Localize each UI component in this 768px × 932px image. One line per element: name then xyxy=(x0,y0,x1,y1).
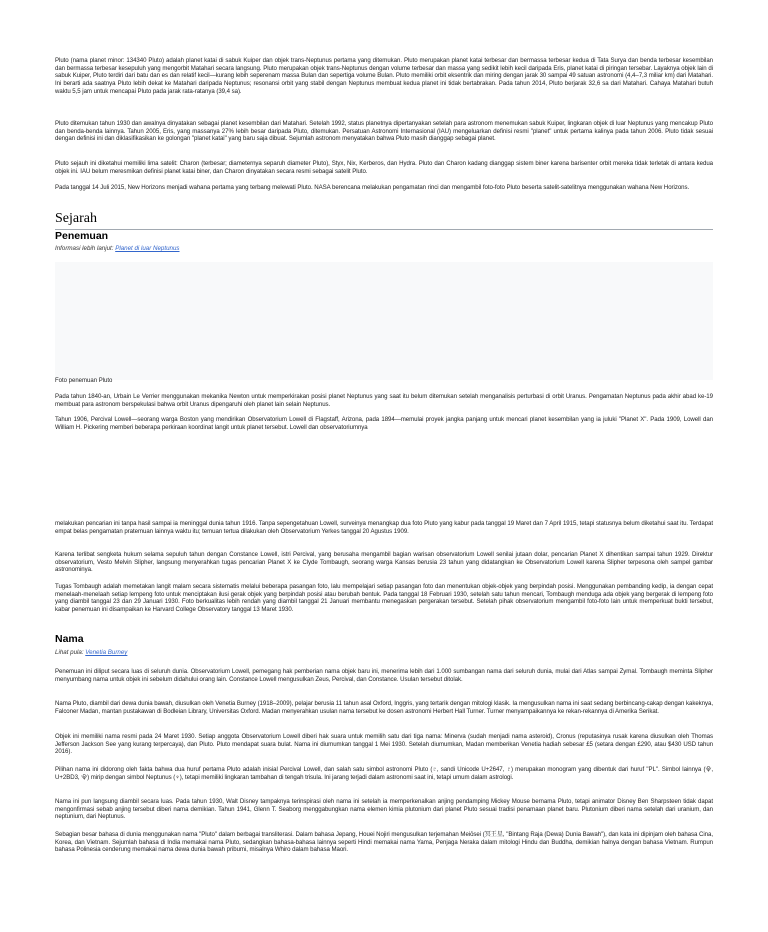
discovery-paragraph-3: melakukan pencarian ini tanpa hasil sampai ia meninggal dunia tahun 1916. Tanpa sepengetahuan Lowell, surveinya menangkap dua foto Pluto yang kabur pada tanggal 19 Maret dan 7 April 1915, tetapi statusnya belum diketahui saat itu. Terdapat empat belas pengamatan pratemuan lainnya waktu itu; temuan tertua dilakukan oleh Observatorium Yerkes tanggal 20 Agustus 1909. xyxy=(55,520,713,535)
subsection-heading-name: Nama xyxy=(55,633,84,645)
discovery-paragraph-5: Tugas Tombaugh adalah memetakan langit malam secara sistematis melalui beberapa pasangan foto, lalu mempelajari setiap pasangan foto dan menentukan objek-objek yang berpindah posisi. Menggunakan pembanding kedip, ia dengan cepat menelaah-menelaah setiap lempeng foto untuk menciptakan ilusi gerak objek yang berpindah posisi atau berubah bentuk. Pada tanggal 18 Februari 1930, setelah satu tahun mencari, Tombaugh menduga ada objek yang bergerak di lempeng foto yang diambil tanggal 23 dan 29 Januari 1930. Foto berkualitas lebih rendah yang diambil tanggal 21 Januari membantu menegaskan pergerakan tersebut. Setelah pihak observatorium mengambil foto-foto lain untuk memperkuat bukti tersebut, kabar penemuan ini disampaikan ke Harvard College Observatory tanggal 13 Maret 1930. xyxy=(55,583,713,614)
hatnote-prefix: Lihat pula: xyxy=(55,649,86,656)
discovery-photo-caption: Foto penemuan Pluto xyxy=(55,378,113,384)
name-paragraph-6: Sebagian besar bahasa di dunia menggunakan nama "Pluto" dalam berbagai transliterasi. Dalam bahasa Jepang, Houei Nojiri mengusulkan terjemahan Meiōsei (冥王星, "Bintang Raja (Dewa) Dunia Bawah"), dan kata ini dipinjam oleh bahasa Cina, Korea, dan Vietnam. Sejumlah bahasa di India memakai nama Pluto, sedangkan bahasa-bahasa lainnya seperti Hindi memakai nama Yama, Penjaga Neraka dalam mitologi Hindu dan Buddha, demikian halnya dengan bahasa Vietnam. Rumpun bahasa Polinesia cenderung memakai nama dewa dunia bawah pribumi, misalnya Whiro dalam bahasa Maori. xyxy=(55,831,713,854)
discovery-paragraph-2: Tahun 1906, Percival Lowell—seorang warga Boston yang mendirikan Observatorium Lowell di Flagstaff, Arizona, pada 1894—memulai proyek jangka panjang untuk mencari planet kesembilan yang ia juluki "Planet X". Pada 1909, Lowell dan William H. Pickering memberi beberapa perkiraan koordinat langit untuk planet tersebut. Lowell dan observatoriumnya xyxy=(55,416,713,431)
discovery-paragraph-1: Pada tahun 1840-an, Urbain Le Verrier menggunakan mekanika Newton untuk memperkirakan posisi planet Neptunus yang saat itu belum ditemukan setelah menganalisis perturbasi di orbit Uranus. Pengamatan Neptunus pada akhir abad ke-19 membuat para astronom berspekulasi bahwa orbit Uranus dipengaruhi oleh planet lain selain Neptunus. xyxy=(55,393,713,408)
subsection-heading-discovery: Penemuan xyxy=(55,230,109,242)
intro-paragraph-2: Pluto ditemukan tahun 1930 dan awalnya dinyatakan sebagai planet kesembilan dari Matahari. Setelah 1992, status planetnya dipertanyakan setelah para astronom menemukan sabuk Kuiper, lingkaran objek di luar Neptunus yang mencakup Pluto dan benda-benda lainnya. Tahun 2005, Eris, yang massanya 27% lebih besar daripada Pluto, ditemukan. Persatuan Astronomi Internasional (IAU) mengeluarkan definisi resmi "planet" untuk pertama kalinya pada tahun 2006. Pluto tidak sesuai dengan definisi ini dan diklasifikasikan ke golongan "planet katai" yang baru saja dibuat. Sejumlah astronom menyatakan bahwa Pluto masih dianggap sebagai planet. xyxy=(55,120,713,143)
hatnote-link-planet-beyond-neptune[interactable]: Planet di luar Neptunus xyxy=(115,245,180,252)
name-paragraph-1: Penemuan ini diliput secara luas di seluruh dunia. Observatorium Lowell, pemegang hak pemberian nama objek baru ini, menerima lebih dari 1.000 sumbangan nama dari seluruh dunia, mulai dari Atlas sampai Zymal. Tombaugh meminta Slipher menyumbang nama untuk objek ini sebelum didahului orang lain. Constance Lowell mengusulkan Zeus, Percival, dan Constance. Usulan tersebut ditolak. xyxy=(55,668,713,683)
name-paragraph-5: Nama ini pun langsung diambil secara luas. Pada tahun 1930, Walt Disney tampaknya terinspirasi oleh nama ini setelah ia memperkenalkan anjing pendamping Mickey Mouse bernama Pluto, tetapi animator Disney Ben Sharpsteen tidak dapat mengonfirmasi sebab anjing tersebut diberi nama demikian. Tahun 1941, Glenn T. Seaborg menggabungkan nama elemen kimia plutonium dari planet Pluto sesuai tradisi penamaan planet baru. Plutonium diberi nama setelah dari uranium, dan neptunium, dari Neptunus. xyxy=(55,798,713,821)
name-paragraph-2: Nama Pluto, diambil dari dewa dunia bawah, diusulkan oleh Venetia Burney (1918–2009), pelajar berusia 11 tahun asal Oxford, Inggris, yang tertarik dengan mitologi klasik. Ia mengusulkan nama ini saat sedang berbincang-cakap dengan kakeknya, Falconer Madan, mantan pustakawan di Bodleian Library, Universitas Oxford. Madan menyerahkan usulan nama tersebut ke dosen astronomi Herbert Hall Turner. Turner menyampaikannya ke rekan-rekannya di Amerika Serikat. xyxy=(55,700,713,715)
hatnote-discovery xyxy=(55,245,180,253)
name-paragraph-4: Pilihan nama ini didorong oleh fakta bahwa dua huruf pertama Pluto adalah inisial Percival Lowell, dan salah satu simbol astronomi Pluto (♇, sandi Unicode U+2647, ♇) merupakan monogram yang dibentuk dari huruf "PL". Simbol lainnya (⯓, U+2BD3, ⯓) mirip dengan simbol Neptunus (♆), tetapi memiliki lingkaran tambahan di tengah trisula. Ini jarang terjadi dalam astronomi saat ini, tetapi umum dalam astrologi. xyxy=(55,766,713,781)
intro-paragraph-4: Pada tanggal 14 Juli 2015, New Horizons menjadi wahana pertama yang terbang melewati Pluto. NASA berencana melakukan pengamatan rinci dan mengambil foto-foto Pluto beserta satelit-satelitnya menggunakan wahana New Horizons. xyxy=(55,184,690,191)
discovery-photo[interactable] xyxy=(55,262,713,380)
hatnote-prefix: Informasi lebih lanjut: xyxy=(55,245,116,252)
hatnote-name xyxy=(55,649,127,657)
floating-figure-placeholder xyxy=(55,440,713,516)
intro-paragraph-3: Pluto sejauh ini diketahui memiliki lima satelit: Charon (terbesar; diameternya separuh diameter Pluto), Styx, Nix, Kerberos, dan Hydra. Pluto dan Charon kadang dianggap sistem biner karena barisenter orbit mereka tidak terletak di antara kedua objek ini. IAU belum meresmikan definisi planet katai biner, dan Charon dinyatakan secara resmi sebagai satelit Pluto. xyxy=(55,160,713,175)
name-paragraph-3: Objek ini memiliki nama resmi pada 24 Maret 1930. Setiap anggota Observatorium Lowell diberi hak suara untuk memilih satu dari tiga nama: Minerva (sudah menjadi nama asteroid), Cronus (reputasinya rusak karena diusulkan oleh Thomas Jefferson Jackson See yang kurang terpercaya), dan Pluto. Pluto mendapat suara bulat. Nama ini diumumkan tanggal 1 Mei 1930. Setelah diumumkan, Madan memberikan Venetia hadiah sebesar £5 (setara dengan £290, atau $430 USD tahun 2016). xyxy=(55,733,713,756)
section-heading-history: Sejarah xyxy=(55,210,713,230)
discovery-paragraph-4: Karena terlibat sengketa hukum selama sepuluh tahun dengan Constance Lowell, istri Percival, yang berusaha mengambil bagian warisan observatorium Lowell senilai jutaan dolar, pencarian Planet X dihentikan sampai tahun 1929. Direktur observatorium, Vesto Melvin Slipher, langsung menyerahkan tugas pencarian Planet X ke Clyde Tombaugh, seorang warga Kansas berusia 23 tahun yang didatangkan ke Observatorium Lowell karena Slipher terpesona oleh sampel gambar astronominya. xyxy=(55,551,713,574)
hatnote-link-venetia-burney[interactable]: Venetia Burney xyxy=(85,649,128,656)
intro-paragraph-1: Pluto (nama planet minor: 134340 Pluto) adalah planet katai di sabuk Kuiper dan objek trans-Neptunus pertama yang ditemukan. Pluto merupakan planet katai terbesar dan bermassa terbesar kedua di Tata Surya dan benda terbesar kesembilan dan bermassa terbesar kesepuluh yang mengorbit Matahari secara langsung. Pluto merupakan objek trans-Neptunus dengan volume terbesar dan massa yang sedikit lebih kecil daripada Eris, planet katai di piringan tersebar. Layaknya objek lain di sabuk Kuiper, Pluto terdiri dari batu dan es dan relatif kecil—kurang lebih seperenam massa Bulan dan sepertiga volume Bulan. Pluto memiliki orbit eksentrik dan miring dengan jarak 30 sampai 49 satuan astronomi (4,4–7,3 miliar km) dari Matahari. Ini berarti ada saatnya Pluto lebih dekat ke Matahari daripada Neptunus; resonansi orbit yang stabil dengan Neptunus membuat kedua planet ini tidak bertabrakan. Pada tahun 2014, Pluto berjarak 32,6 sa dari Matahari. Cahaya Matahari butuh waktu 5,5 jam untuk mencapai Pluto pada jarak rata-ratanya (39,4 sa). xyxy=(55,57,713,95)
